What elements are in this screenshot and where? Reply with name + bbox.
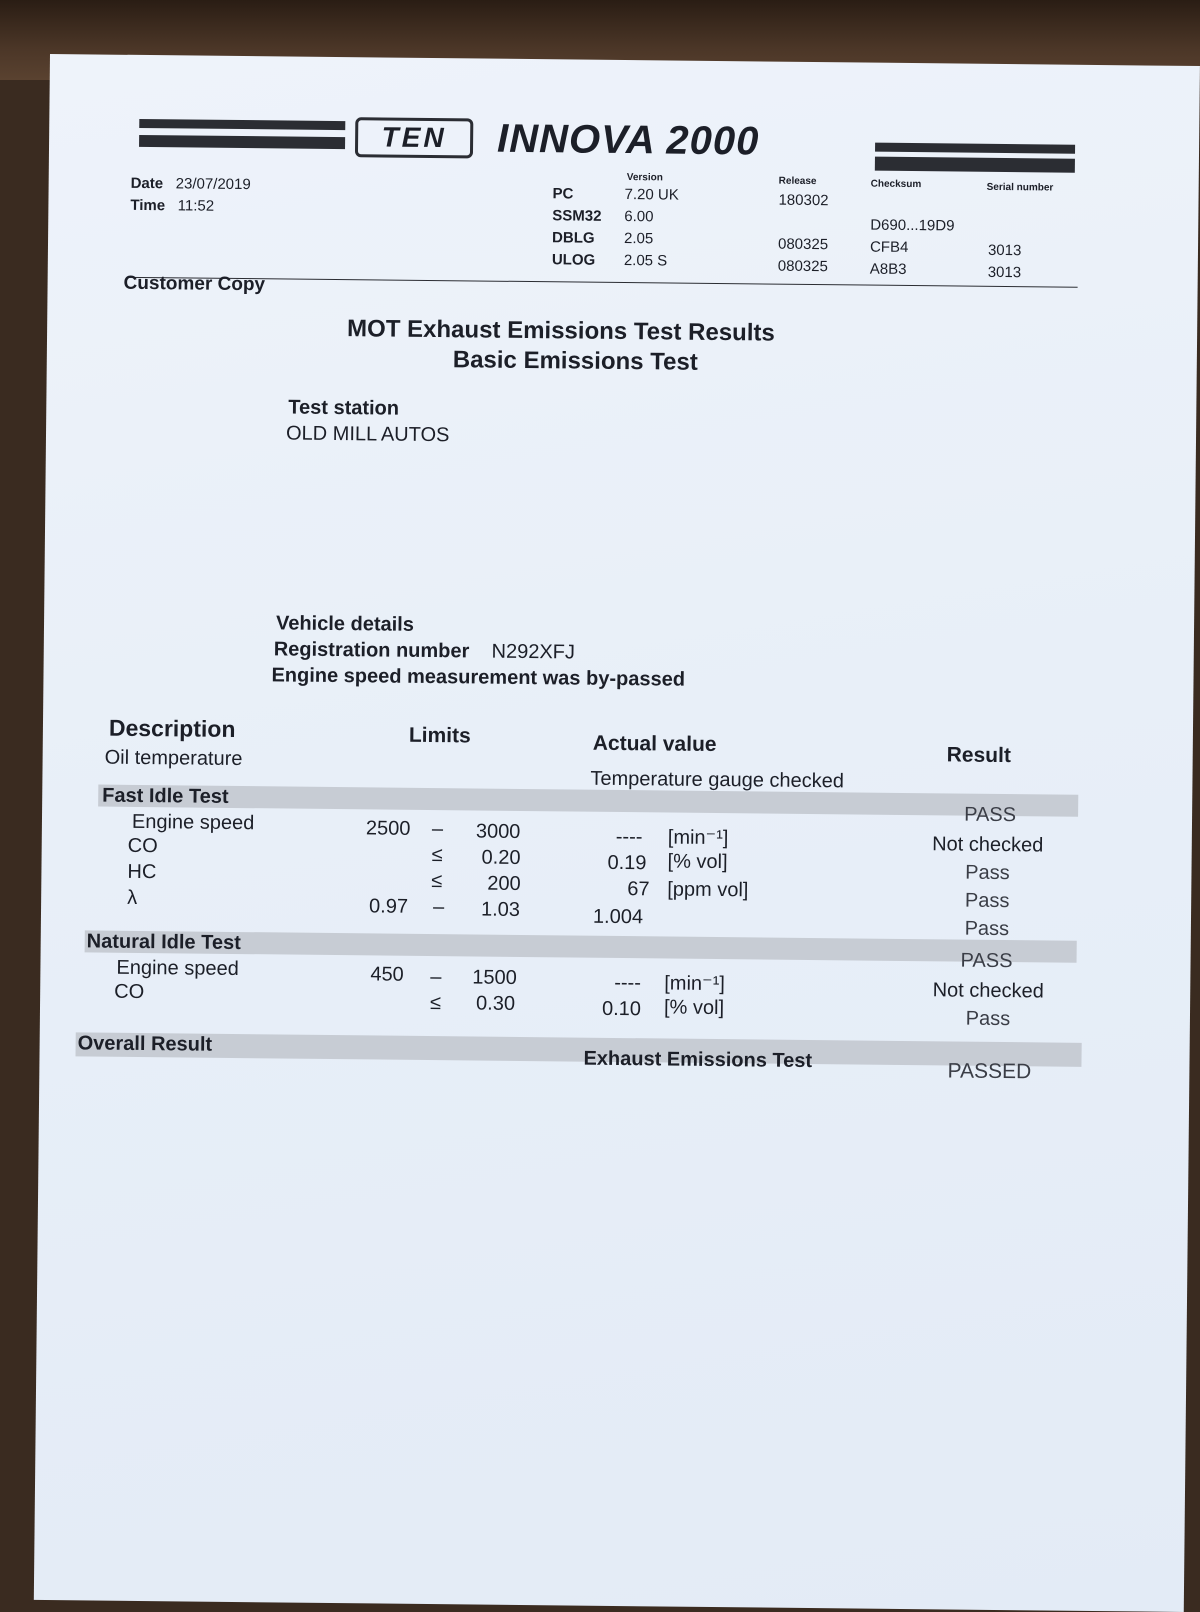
module-release: 080325 [777, 257, 828, 276]
natural-idle-section-result: PASS [960, 949, 1013, 973]
version-col-header: Version [626, 172, 663, 184]
row-limit-low: 450 [370, 963, 404, 986]
row-limit-high: 0.30 [475, 992, 516, 1015]
module-name: SSM32 [552, 207, 602, 225]
test-station-label: Test station [288, 396, 400, 420]
row-actual-value: ---- [615, 825, 643, 849]
natural-idle-title: Natural Idle Test [86, 930, 241, 955]
module-release: 080325 [777, 235, 829, 254]
row-result: Pass [964, 889, 1010, 913]
module-checksum: CFB4 [869, 238, 909, 256]
module-checksum: D690...19D9 [870, 216, 955, 235]
row-actual-unit: [min⁻¹] [664, 972, 725, 996]
ten-logo-badge: TEN [355, 117, 473, 158]
row-limit-high: 1.03 [480, 898, 521, 921]
module-version: 6.00 [624, 208, 654, 226]
limits-col-header: Limits [408, 723, 471, 748]
row-result: Pass [965, 861, 1010, 885]
logo-left-stripe-2 [139, 135, 345, 149]
checksum-col-header: Checksum [870, 178, 922, 191]
fast-idle-title: Fast Idle Test [102, 784, 229, 808]
row-limit-high: 200 [487, 872, 521, 895]
header-divider [128, 277, 1078, 288]
row-actual-value: 0.10 [601, 997, 642, 1021]
overall-test-name: Exhaust Emissions Test [583, 1047, 813, 1073]
row-limit-sep: ≤ [431, 844, 443, 867]
date-row [131, 175, 251, 193]
module-name: DBLG [552, 229, 595, 247]
row-limit-high: 3000 [475, 820, 521, 843]
row-limit-sep: ≤ [431, 870, 443, 893]
row-description: λ [127, 886, 138, 909]
module-version: 2.05 S [623, 252, 668, 270]
row-description: HC [127, 860, 157, 884]
oil-temperature-label: Oil temperature [104, 746, 243, 771]
row-actual-value: 67 [627, 878, 650, 901]
actual-col-header: Actual value [592, 731, 717, 757]
time-label: Time [130, 196, 166, 215]
row-actual-value: 1.004 [592, 905, 644, 929]
row-result: Pass [965, 1007, 1011, 1031]
registration-value: N292XFJ [491, 640, 576, 664]
row-limit-sep: ≤ [429, 992, 442, 1015]
fast-idle-section-result: PASS [964, 803, 1017, 827]
row-limit-sep: – [431, 818, 444, 841]
module-version: 2.05 [624, 230, 654, 248]
module-release: 180302 [778, 191, 829, 210]
row-result: Pass [964, 917, 1010, 941]
row-actual-value: 0.19 [607, 851, 647, 875]
report-title: MOT Exhaust Emissions Test Results [346, 315, 775, 347]
row-limit-sep: – [430, 966, 442, 989]
row-limit-low: 2500 [365, 817, 411, 840]
release-col-header: Release [778, 175, 817, 188]
row-actual-unit: [% vol] [667, 850, 728, 874]
module-serial: 3013 [987, 263, 1022, 282]
row-description: CO [114, 980, 145, 1004]
module-serial: 3013 [987, 241, 1022, 260]
row-limit-sep: – [432, 896, 445, 919]
row-limit-low: 0.97 [368, 895, 409, 918]
registration-row [274, 638, 575, 664]
row-actual-unit: [% vol] [663, 996, 725, 1020]
serial-col-header: Serial number [986, 181, 1054, 194]
row-description: CO [127, 834, 158, 858]
overall-result-value: PASSED [947, 1059, 1032, 1084]
date-label: Date [130, 174, 164, 193]
logo-left-stripe [139, 119, 345, 130]
time-value: 11:52 [177, 197, 215, 215]
logo-right-stripe [875, 143, 1075, 154]
row-result: Not checked [932, 979, 1044, 1003]
registration-label: Registration number [273, 638, 470, 663]
oil-temperature-actual: Temperature gauge checked [590, 767, 845, 793]
test-station-name: OLD MILL AUTOS [285, 422, 450, 447]
row-result: Not checked [932, 833, 1044, 857]
row-description: Engine speed [116, 956, 239, 981]
vehicle-details-heading: Vehicle details [275, 612, 415, 636]
row-limit-high: 1500 [472, 966, 517, 989]
row-limit-high: 0.20 [481, 846, 521, 869]
module-checksum: A8B3 [869, 260, 907, 278]
engine-speed-note: Engine speed measurement was by-passed [271, 664, 686, 691]
row-actual-unit: [ppm vol] [667, 878, 749, 902]
customer-copy-label: Customer Copy [123, 272, 266, 296]
result-col-header: Result [946, 743, 1012, 768]
innova-logo-text: INNOVA 2000 [496, 116, 760, 164]
logo-right-stripe-2 [875, 157, 1075, 173]
overall-result-label: Overall Result [77, 1032, 213, 1056]
module-name: PC [552, 185, 574, 203]
date-value: 23/07/2019 [175, 175, 251, 194]
row-description: Engine speed [131, 810, 255, 835]
emissions-report-sheet [34, 54, 1200, 1612]
module-version: 7.20 UK [624, 186, 679, 204]
report-subtitle: Basic Emissions Test [452, 346, 698, 376]
row-actual-unit: [min⁻¹] [667, 826, 729, 850]
module-name: ULOG [551, 251, 596, 269]
row-actual-value: ---- [614, 971, 642, 995]
time-row [130, 197, 214, 215]
description-col-header: Description [108, 714, 236, 742]
